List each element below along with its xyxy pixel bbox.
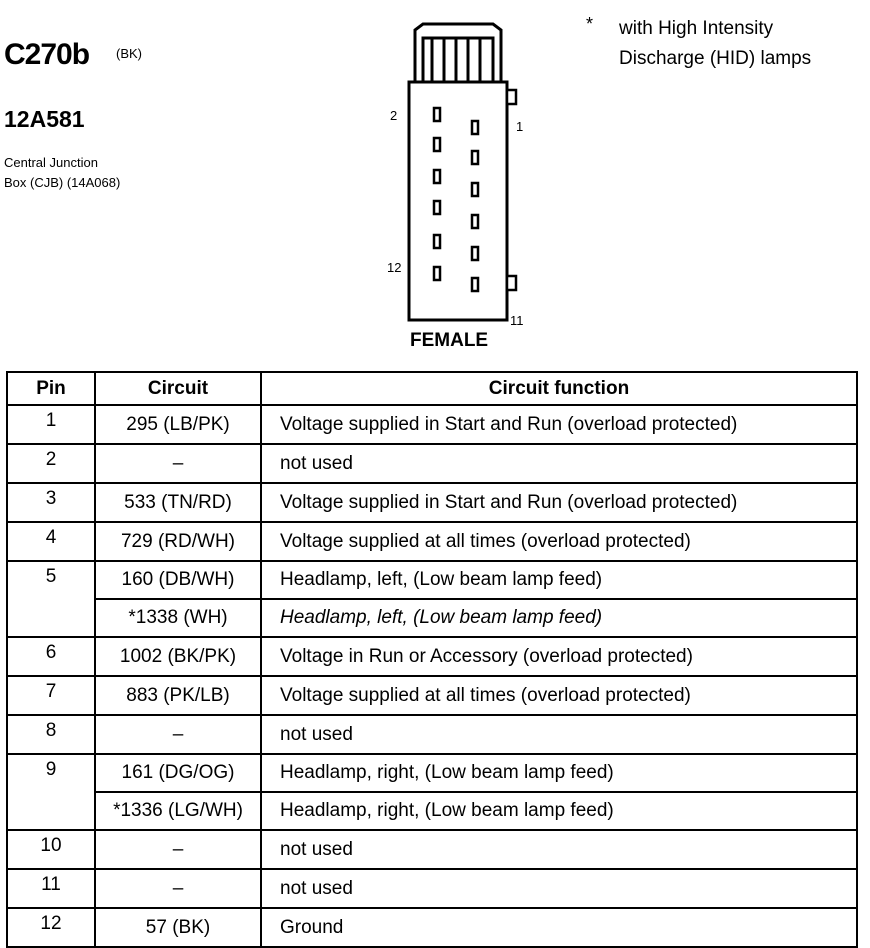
function-cell: Voltage supplied in Start and Run (overload protected) <box>261 405 857 444</box>
cavity-11 <box>472 278 478 291</box>
cavity-3 <box>472 151 478 164</box>
gender-label: FEMALE <box>410 330 489 351</box>
table-row <box>7 483 857 522</box>
header-circuit: Circuit <box>95 372 261 405</box>
pin-cell: 11 <box>7 869 95 908</box>
pin-cell <box>7 792 95 830</box>
table-row <box>7 792 857 830</box>
circuit-cell: – <box>95 715 261 754</box>
table-header-row <box>7 372 857 405</box>
circuit-cell: 1002 (BK/PK) <box>95 637 261 676</box>
function-cell: Voltage supplied in Start and Run (overload protected) <box>261 483 857 522</box>
pin-cell: 7 <box>7 676 95 715</box>
circuit-cell: 161 (DG/OG) <box>95 754 261 792</box>
function-cell: Ground <box>261 908 857 947</box>
cavity-1 <box>472 121 478 134</box>
note-line-1: with High Intensity <box>619 18 774 39</box>
pin-label-bottom-right: 11 <box>510 313 524 328</box>
pin-cell <box>7 599 95 637</box>
function-cell: Headlamp, left, (Low beam lamp feed) <box>261 561 857 599</box>
circuit-cell: – <box>95 830 261 869</box>
function-cell: Headlamp, right, (Low beam lamp feed) <box>261 754 857 792</box>
table-row <box>7 522 857 561</box>
pin-table <box>6 371 858 948</box>
circuit-cell: 533 (TN/RD) <box>95 483 261 522</box>
connector-key-bottom <box>507 276 516 290</box>
table-row <box>7 637 857 676</box>
pin-label-top-left: 2 <box>390 108 398 123</box>
pin-cell: 12 <box>7 908 95 947</box>
pin-label-bottom-left: 12 <box>387 260 402 275</box>
circuit-cell: *1336 (LG/WH) <box>95 792 261 830</box>
table-row <box>7 444 857 483</box>
circuit-cell: 729 (RD/WH) <box>95 522 261 561</box>
circuit-cell: 57 (BK) <box>95 908 261 947</box>
function-cell: Voltage in Run or Accessory (overload protected) <box>261 637 857 676</box>
circuit-cell: 160 (DB/WH) <box>95 561 261 599</box>
function-cell: Voltage supplied at all times (overload protected) <box>261 522 857 561</box>
function-cell: Headlamp, left, (Low beam lamp feed) <box>261 599 857 637</box>
note-marker: * <box>586 14 594 34</box>
cavity-10 <box>434 235 440 248</box>
cavity-12 <box>434 267 440 280</box>
cavity-7 <box>472 215 478 228</box>
function-cell: Headlamp, right, (Low beam lamp feed) <box>261 792 857 830</box>
table-row <box>7 676 857 715</box>
circuit-cell: 883 (PK/LB) <box>95 676 261 715</box>
location-line-2: Box (CJB) (14A068) <box>4 175 121 190</box>
table-row <box>7 405 857 444</box>
connector-body <box>409 82 507 320</box>
table-row <box>7 599 857 637</box>
pin-cell: 6 <box>7 637 95 676</box>
cavity-6 <box>434 170 440 183</box>
pin-cell: 5 <box>7 561 95 599</box>
circuit-cell: 295 (LB/PK) <box>95 405 261 444</box>
header-pin: Pin <box>7 372 95 405</box>
pin-cell: 3 <box>7 483 95 522</box>
note-line-2: Discharge (HID) lamps <box>619 48 812 69</box>
function-cell: not used <box>261 869 857 908</box>
circuit-cell: *1338 (WH) <box>95 599 261 637</box>
pin-cell: 8 <box>7 715 95 754</box>
table-row <box>7 869 857 908</box>
header-circuit-function: Circuit function <box>261 372 857 405</box>
function-cell: Voltage supplied at all times (overload protected) <box>261 676 857 715</box>
function-cell: not used <box>261 444 857 483</box>
table-row <box>7 754 857 792</box>
location-line-1: Central Junction <box>4 155 98 170</box>
pin-cell: 9 <box>7 754 95 792</box>
pin-cell: 10 <box>7 830 95 869</box>
table-row <box>7 561 857 599</box>
part-number: 12A581 <box>4 106 85 132</box>
function-cell: not used <box>261 830 857 869</box>
cavity-5 <box>472 183 478 196</box>
connector-latch <box>415 24 501 82</box>
circuit-cell: – <box>95 444 261 483</box>
table-row <box>7 715 857 754</box>
cavity-9 <box>472 247 478 260</box>
pin-cell: 4 <box>7 522 95 561</box>
cavity-4 <box>434 138 440 151</box>
pin-cell: 1 <box>7 405 95 444</box>
cavity-2 <box>434 108 440 121</box>
connector-id: C270b <box>4 38 90 71</box>
cavity-8 <box>434 201 440 214</box>
table-row <box>7 830 857 869</box>
pin-cell: 2 <box>7 444 95 483</box>
connector-color: (BK) <box>116 46 142 61</box>
function-cell: not used <box>261 715 857 754</box>
circuit-cell: – <box>95 869 261 908</box>
pin-label-top-right: 1 <box>516 119 524 134</box>
connector-diagram <box>385 10 545 335</box>
connector-key-top <box>507 90 516 104</box>
